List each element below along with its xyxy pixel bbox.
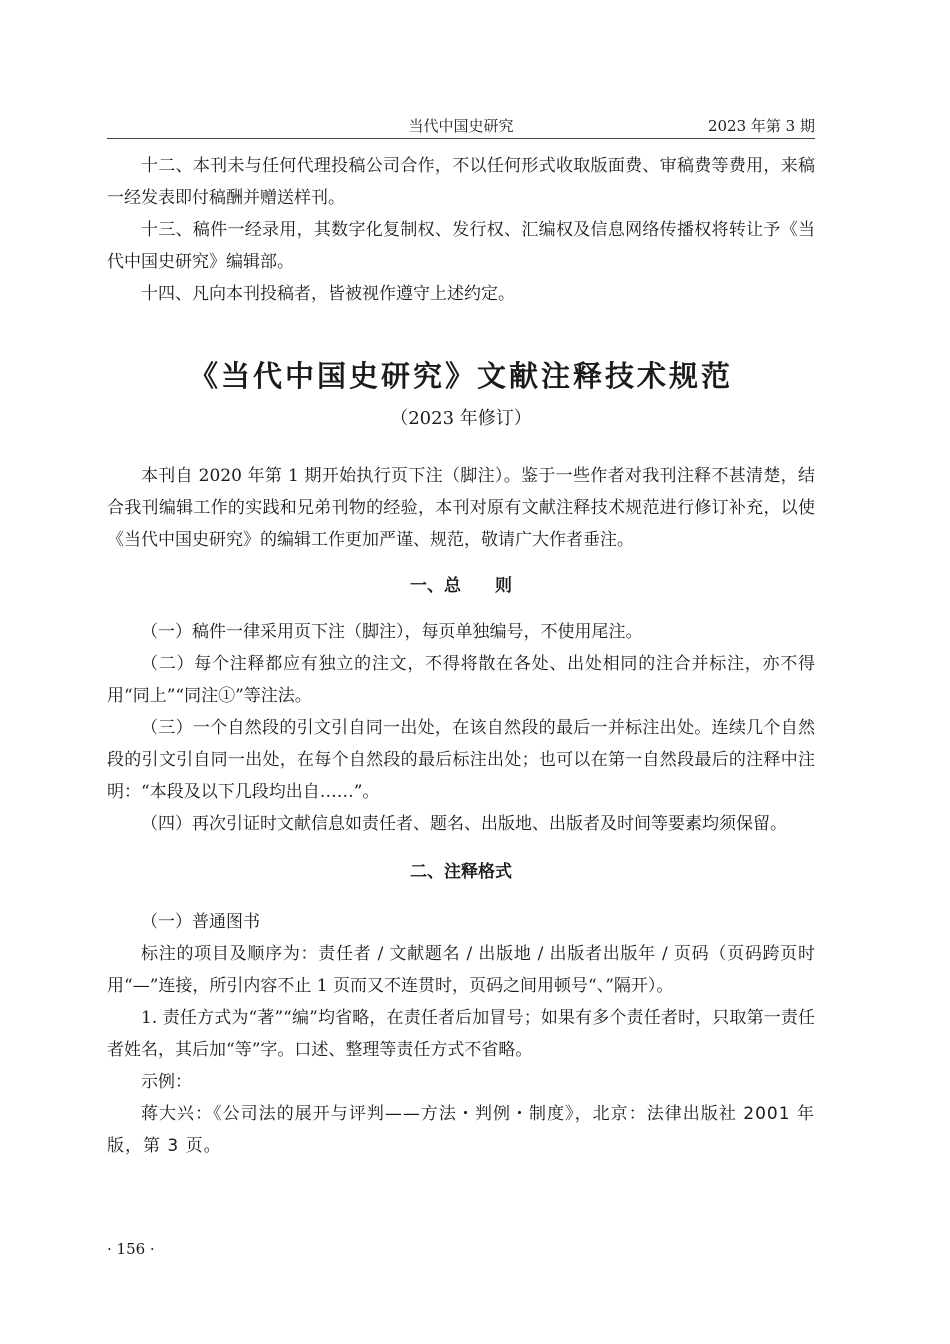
section-1-item-1: （一）稿件一律采用页下注（脚注），每页单独编号，不使用尾注。 xyxy=(141,622,643,642)
section-1-item-2: （二）每个注释都应有独立的注文，不得将散在各处、出处相同的注合并标注，亦不得用“同上”“同注①”等注法。 xyxy=(107,654,815,706)
document-title: 《当代中国史研究》文献注释技术规范 xyxy=(188,359,733,393)
previous-article-tail xyxy=(107,150,815,310)
example-label: 示例： xyxy=(141,1072,192,1092)
section-2-paragraph-1: 标注的项目及顺序为：责任者 / 文献题名 / 出版地 / 出版者出版年 / 页码（页码跨页时用“—”连接，所引内容不止 1 页而又不连贯时，页码之间用顿号“、”隔开）。 xyxy=(107,944,815,996)
paragraph-item-13: 十三、稿件一经录用，其数字化复制权、发行权、汇编权及信息网络传播权将转让予《当代中国史研究》编辑部。 xyxy=(107,220,815,272)
section-2-paragraph-2: 1. 责任方式为“著”“编”均省略，在责任者后加冒号；如果有多个责任者时，只取第一责任者姓名，其后加“等”字。口述、整理等责任方式不省略。 xyxy=(107,1008,815,1060)
header-issue: 2023 年第 3 期 xyxy=(707,117,815,135)
example-citation: 蒋大兴：《公司法的展开与评判——方法・判例・制度》，北京：法律出版社 2001 年版，第 3 页。 xyxy=(107,1104,815,1156)
header-journal-name: 当代中国史研究 xyxy=(408,117,514,135)
section-1-heading: 一、总 则 xyxy=(410,576,512,596)
section-1-item-4: （四）再次引证时文献信息如责任者、题名、出版地、出版者及时间等要素均须保留。 xyxy=(141,814,787,834)
document-page xyxy=(107,112,815,1162)
section-2-heading: 二、注释格式 xyxy=(410,862,512,882)
paragraph-item-14: 十四、凡向本刊投稿者，皆被视作遵守上述约定。 xyxy=(141,284,515,304)
running-header xyxy=(107,112,815,139)
paragraph-item-12: 十二、本刊未与任何代理投稿公司合作，不以任何形式收取版面费、审稿费等费用，来稿一经发表即付稿酬并赠送样刊。 xyxy=(107,156,815,208)
page-number: · 156 · xyxy=(107,1240,155,1258)
intro-paragraph: 本刊自 2020 年第 1 期开始执行页下注（脚注）。鉴于一些作者对我刊注释不甚清楚，结合我刊编辑工作的实践和兄弟刊物的经验，本刊对原有文献注释技术规范进行修订补充，以使《当代中国史研究》的编辑工作更加严谨、规范，敬请广大作者垂注。 xyxy=(107,466,815,550)
document-subtitle: （2023 年修订） xyxy=(390,408,532,429)
section-1-item-3: （三）一个自然段的引文引自同一出处，在该自然段的最后一并标注出处。连续几个自然段的引文引自同一出处，在每个自然段的最后标注出处；也可以在第一自然段最后的注释中注明：“本段及以下几段均出自……”。 xyxy=(107,718,815,802)
section-2-subheading: （一）普通图书 xyxy=(141,912,260,932)
